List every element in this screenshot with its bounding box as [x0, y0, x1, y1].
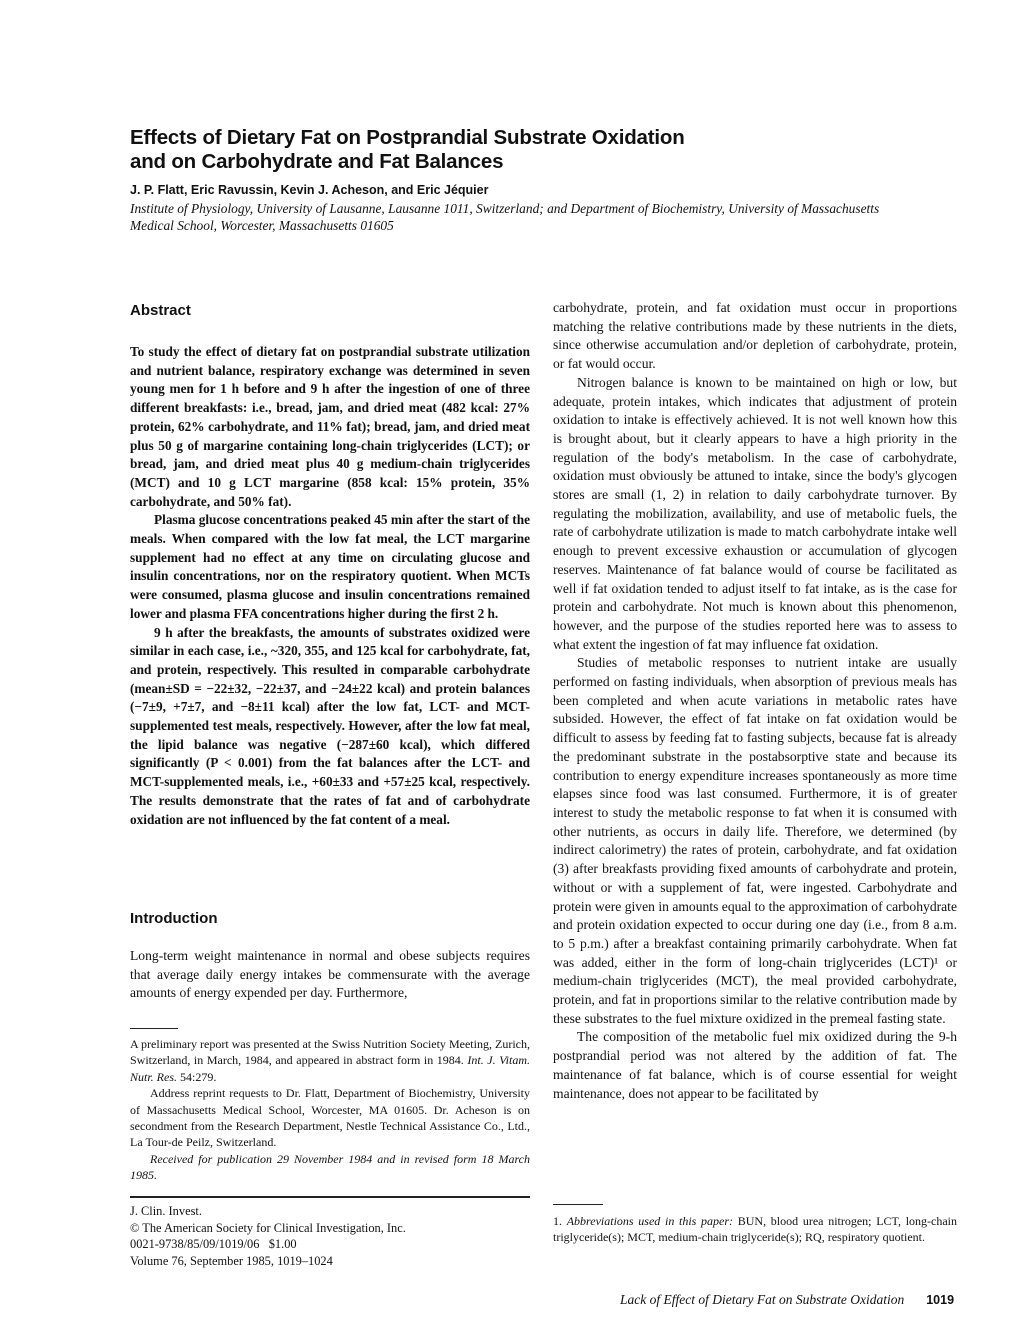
page-number: 1019 — [926, 1293, 955, 1307]
body-paragraph: Long-term weight maintenance in normal and obese subjects requires that average daily energy intakes be commensurate with the average amounts of energy expended per day. Furthermore, — [130, 948, 530, 1001]
footnote-abbreviations — [553, 1213, 957, 1246]
paper-title — [130, 126, 890, 174]
footnote-received: Received for publication 29 November 1984 and in revised form 18 March 1985. — [130, 1151, 530, 1183]
footnote-text: BUN, blood urea nitrogen; LCT, long-chain triglyceride(s); MCT, medium-chain triglyceride(s); RQ, respiratory quotient. — [553, 1214, 958, 1245]
affiliation: Institute of Physiology, University of Lausanne, Lausanne 1011, Switzerland; and Department of Biochemistry, University of Massachusetts Medical School, Worcester, Massachusetts 01605 — [130, 201, 880, 233]
journal-citation: Int. J. Vitam. Nutr. Res. — [130, 1053, 530, 1084]
authors: J. P. Flatt, Eric Ravussin, Kevin J. Acheson, and Eric Jéquier — [130, 183, 489, 197]
running-title: Lack of Effect of Dietary Fat on Substrate Oxidation — [620, 1292, 905, 1307]
footnote-rule — [553, 1204, 603, 1205]
body-paragraph: The composition of the metabolic fuel mix oxidized during the 9-h postprandial period was not altered by the addition of fat. The maintenance of fat balance, which is of course essential for weight maintenance, does not appear to be facilitated by — [553, 1029, 957, 1101]
body-paragraph: Studies of metabolic responses to nutrient intake are usually performed on fasting individuals, when absorption of previous meals has been completed and when acute variations in metabolic rates have subsided. However, the effect of fat intake on fat oxidation would be difficult to assess by feeding fat to fasting subjects, because fat is already the predominant substrate in the postabsorptive state and because its contribution to energy expenditure increases spontaneously as more time elapses since food was last consumed. Furthermore, it is of greater interest to study the metabolic response to fat when it is consumed with other nutrients, as occurs in daily life. Therefore, we determined (by indirect calorimetry) the rates of protein, carbohydrate, and fat oxidation (3) after breakfasts providing fixed amounts of carbohydrate and protein, without or with a supplement of fat, were ingested. Carbohydrate and protein were given in amounts equal to the approximation of carbohydrate and protein oxidation expected to occur during one day (i.e., from 8 a.m. to 5 p.m.) after a breakfast containing primarily carbohydrate. When fat was added, either in the form of long-chain triglycerides (LCT)¹ or medium-chain triglycerides (MCT), the meal provided carbohydrate, protein, and fat in proportions similar to the relative contribution made by these substrates to the fuel mixture oxidized in the premeal fasting state. — [553, 655, 957, 1026]
footnote-text: A preliminary report was presented at the Swiss Nutrition Society Meeting, Zurich, Switzerland, in March, 1984, and appeared in abstract form in 1984. — [130, 1037, 530, 1068]
footnote-rule — [130, 1028, 178, 1029]
abstract-paragraph: 9 h after the breakfasts, the amounts of substrates oxidized were similar in each case, i.e., ~320, 355, and 125 kcal for carbohydrate, fat, and protein, respectively. This resulted in comparable carbohydrate (mean±SD = −22±32, −22±37, and −24±22 kcal) and protein balances (−7±9, +7±7, and −8±11 kcal) after the low fat, LCT- and MCT-supplemented test meals, respectively. However, after the low fat meal, the lipid balance was negative (−287±60 kcal), which differed significantly (P < 0.001) from the fat balances after the LCT- and MCT-supplemented meals, i.e., +60±33 and +57±25 kcal, respectively. The results demonstrate that the rates of fat and of carbohydrate oxidation are not influenced by the fat content of a meal. — [130, 624, 530, 827]
introduction-left — [130, 947, 530, 1003]
footnote-number: 1. — [553, 1214, 567, 1228]
journal-line: Volume 76, September 1985, 1019–1024 — [130, 1253, 333, 1268]
introduction-right — [553, 299, 957, 1103]
body-paragraph: carbohydrate, protein, and fat oxidation must occur in proportions matching the relative contributions made by these nutrients in the diets, since otherwise accumulation and/or depletion of carbohydrate, protein, or fat would occur. — [553, 300, 957, 372]
running-footer — [620, 1292, 954, 1308]
title-line: and on Carbohydrate and Fat Balances — [130, 150, 504, 173]
title-line: Effects of Dietary Fat on Postprandial Substrate Oxidation — [130, 126, 685, 149]
journal-info — [130, 1203, 406, 1269]
abstract-paragraph: To study the effect of dietary fat on postprandial substrate utilization and nutrient balance, respiratory exchange was determined in seven young men for 1 h before and 9 h after the ingestion of one of three different breakfasts: i.e., bread, jam, and dried meat (482 kcal: 27% protein, 62% carbohydrate, and 11% fat); bread, jam, and dried meat plus 50 g of margarine containing long-chain triglycerides (LCT); or bread, jam, and dried meat plus 40 g medium-chain triglycerides (MCT) and 10 g LCT margarine (858 kcal: 15% protein, 35% carbohydrate, and 50% fat). — [130, 344, 530, 509]
footnotes-left — [130, 1036, 530, 1184]
footnote-preliminary — [130, 1036, 530, 1085]
footnote-label: Abbreviations used in this paper: — [566, 1214, 734, 1228]
journal-line: © The American Society for Clinical Investigation, Inc. — [130, 1220, 406, 1235]
journal-rule — [130, 1196, 530, 1198]
footnote-address: Address reprint requests to Dr. Flatt, Department of Biochemistry, University of Massachusetts Medical School, Worcester, MA 01605. Dr. Acheson is on secondment from the Research Department, Nestle Technical Assistance Co., Ltd., La Tour-de Peilz, Switzerland. — [130, 1086, 530, 1150]
abstract-paragraph: Plasma glucose concentrations peaked 45 min after the start of the meals. When compared with the low fat meal, the LCT margarine supplement had no effect at any time on circulating glucose and insulin concentrations, nor on the respiratory quotient. When MCTs were consumed, plasma glucose and insulin concentrations remained lower and plasma FFA concentrations higher during the first 2 h. — [130, 512, 530, 621]
body-paragraph: Nitrogen balance is known to be maintained on high or low, but adequate, protein intakes, which indicates that adjustment of protein oxidation to intake is effectively achieved. It is not well known how this is brought about, but it clearly appears to have a high priority in the regulation of the body's metabolism. In the case of carbohydrate, oxidation must obviously be attuned to intake, since the body's glycogen stores are small (1, 2) in relation to daily carbohydrate turnover. By regulating the mobilization, availability, and use of metabolic fuels, the rate of carbohydrate utilization is made to match carbohydrate intake well enough to prevent excessive exhaustion or accumulation of glycogen reserves. Maintenance of fat balance would of course be facilitated as well if fat oxidation tended to adjust itself to fat intake, as is the case for protein and carbohydrate. Not much is known about this phenomenon, however, and the purpose of the studies reported here was to assess to what extent the ingestion of fat may influence fat oxidation. — [553, 374, 957, 652]
journal-line: 0021-9738/85/09/1019/06 $1.00 — [130, 1237, 297, 1251]
footnote-text: 54:279. — [177, 1069, 217, 1084]
abstract-body — [130, 343, 530, 829]
introduction-heading: Introduction — [130, 910, 218, 927]
journal-line: J. Clin. Invest. — [130, 1204, 202, 1218]
abstract-heading: Abstract — [130, 302, 191, 319]
